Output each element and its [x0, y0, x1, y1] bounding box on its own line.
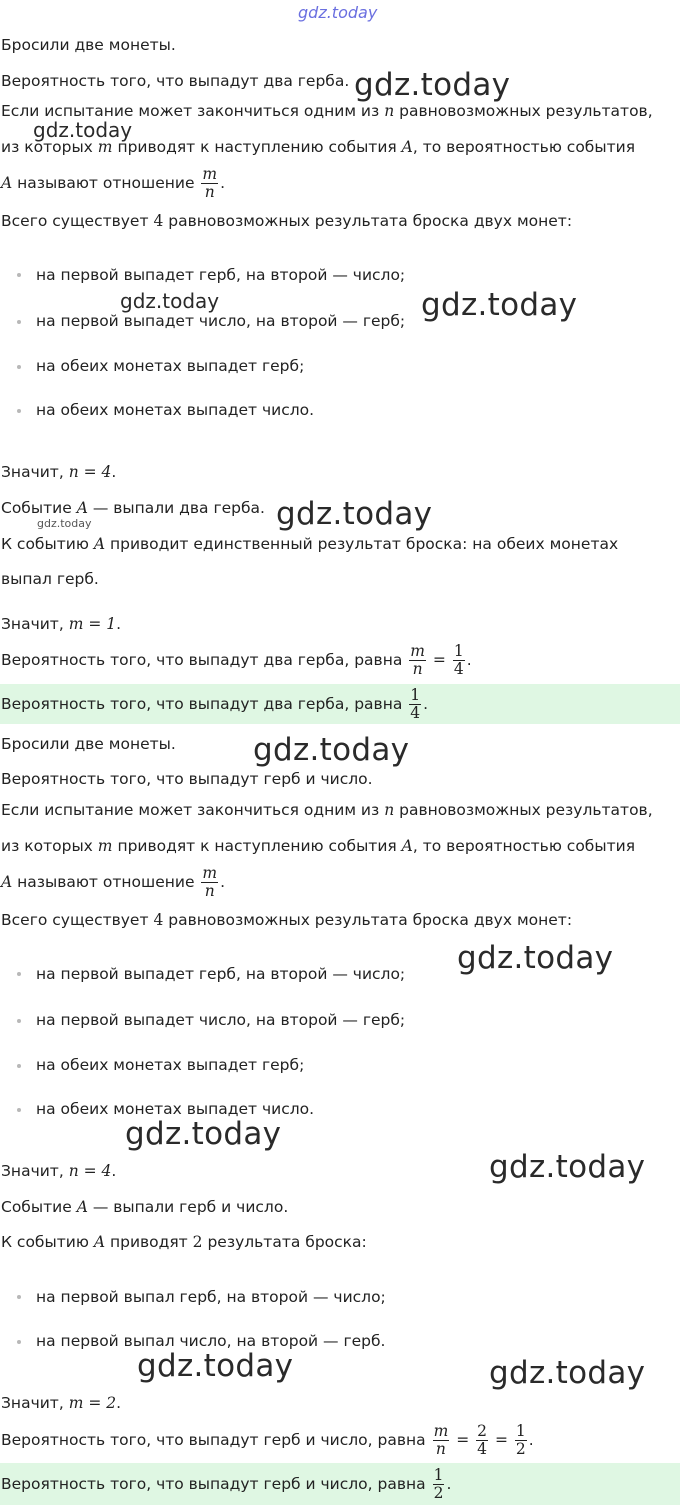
- outcome-item: на первой выпадет число, на второй — герб;: [36, 1011, 406, 1029]
- definition-line-1: Если испытание может закончиться одним из n равновозможных результатов,: [1, 102, 653, 120]
- favourable-outcome: К событию A приводит единственный результат броска: на обеих монетах: [1, 535, 619, 553]
- n-value: Значит, n = 4.: [1, 1162, 117, 1180]
- question-head-and-number: Вероятность того, что выпадут герб и число.: [1, 770, 373, 788]
- watermark: gdz.today: [457, 940, 614, 976]
- answer-text: Вероятность того, что выпадут герб и число, равна $\frac{1}{2}$ .: [1, 1466, 452, 1502]
- outcome-item: на обеих монетах выпадет герб;: [36, 357, 305, 375]
- watermark: gdz.today: [354, 67, 511, 103]
- outcome-item: на первой выпадет число, на второй — герб;: [36, 312, 406, 330]
- bullet-dot: [17, 365, 21, 369]
- outcome-item: на первой выпал герб, на второй — число;: [36, 1288, 386, 1306]
- total-outcomes: Всего существует 4 равновозможных результата броска двух монет:: [1, 212, 573, 230]
- bullet-dot: [17, 1108, 21, 1112]
- definition-line-1: Если испытание может закончиться одним из n равновозможных результатов,: [1, 801, 653, 819]
- bullet-dot: [17, 1340, 21, 1344]
- outcome-item: на обеих монетах выпадет число.: [36, 401, 315, 419]
- total-outcomes: Всего существует 4 равновозможных результата броска двух монет:: [1, 911, 573, 929]
- watermark: gdz.today: [37, 517, 92, 530]
- outcome-item: на обеих монетах выпадет число.: [36, 1100, 315, 1118]
- bullet-dot: [17, 1295, 21, 1299]
- bullet-dot: [17, 972, 21, 976]
- answer-box: [0, 684, 680, 724]
- statement-coins: Бросили две монеты.: [1, 36, 176, 54]
- favourable-outcomes: К событию A приводят 2 результата броска:: [1, 1233, 367, 1251]
- watermark-header: gdz.today: [298, 3, 378, 22]
- definition-line-3: A называют отношение $\frac{m}{n}$ .: [1, 864, 226, 900]
- statement-coins: Бросили две монеты.: [1, 735, 176, 753]
- outcome-item: на обеих монетах выпадет герб;: [36, 1056, 305, 1074]
- watermark: gdz.today: [137, 1348, 294, 1384]
- event-definition: Событие A — выпали два герба.: [1, 499, 265, 517]
- m-value: Значит, m = 1.: [1, 615, 122, 633]
- probability-result: Вероятность того, что выпадут два герба, равна $\frac{m}{n}$ = $\frac{1}{4}$ .: [1, 642, 472, 678]
- watermark: gdz.today: [33, 118, 133, 142]
- watermark: gdz.today: [125, 1116, 282, 1152]
- bullet-dot: [17, 273, 21, 277]
- probability-result: Вероятность того, что выпадут герб и число, равна $\frac{m}{n}$ = $\frac{2}{4}$ = $\frac{1}{2}$ .: [1, 1422, 534, 1458]
- question-two-heads: Вероятность того, что выпадут два герба.: [1, 72, 350, 90]
- event-definition: Событие A — выпали герб и число.: [1, 1198, 289, 1216]
- favourable-outcome-cont: выпал герб.: [1, 570, 99, 588]
- answer-box: [0, 1463, 680, 1505]
- watermark: gdz.today: [421, 287, 578, 323]
- outcome-item: на первой выпадет герб, на второй — число;: [36, 965, 406, 983]
- watermark: gdz.today: [253, 732, 410, 768]
- bullet-dot: [17, 320, 21, 324]
- definition-line-3: A называют отношение $\frac{m}{n}$ .: [1, 165, 226, 201]
- outcome-item: на первой выпал число, на второй — герб.: [36, 1332, 386, 1350]
- bullet-dot: [17, 1019, 21, 1023]
- watermark: gdz.today: [120, 289, 220, 313]
- bullet-dot: [17, 1064, 21, 1068]
- watermark: gdz.today: [489, 1149, 646, 1185]
- watermark: gdz.today: [276, 496, 433, 532]
- bullet-dot: [17, 409, 21, 413]
- definition-line-2: из которых m приводят к наступлению события A, то вероятностью события: [1, 837, 636, 855]
- definition-line-2: из которых m приводят к наступлению события A, то вероятностью события: [1, 138, 636, 156]
- answer-text: Вероятность того, что выпадут два герба, равна $\frac{1}{4}$ .: [1, 686, 429, 722]
- outcome-item: на первой выпадет герб, на второй — число;: [36, 266, 406, 284]
- watermark: gdz.today: [489, 1355, 646, 1391]
- m-value: Значит, m = 2.: [1, 1394, 122, 1412]
- n-value: Значит, n = 4.: [1, 463, 117, 481]
